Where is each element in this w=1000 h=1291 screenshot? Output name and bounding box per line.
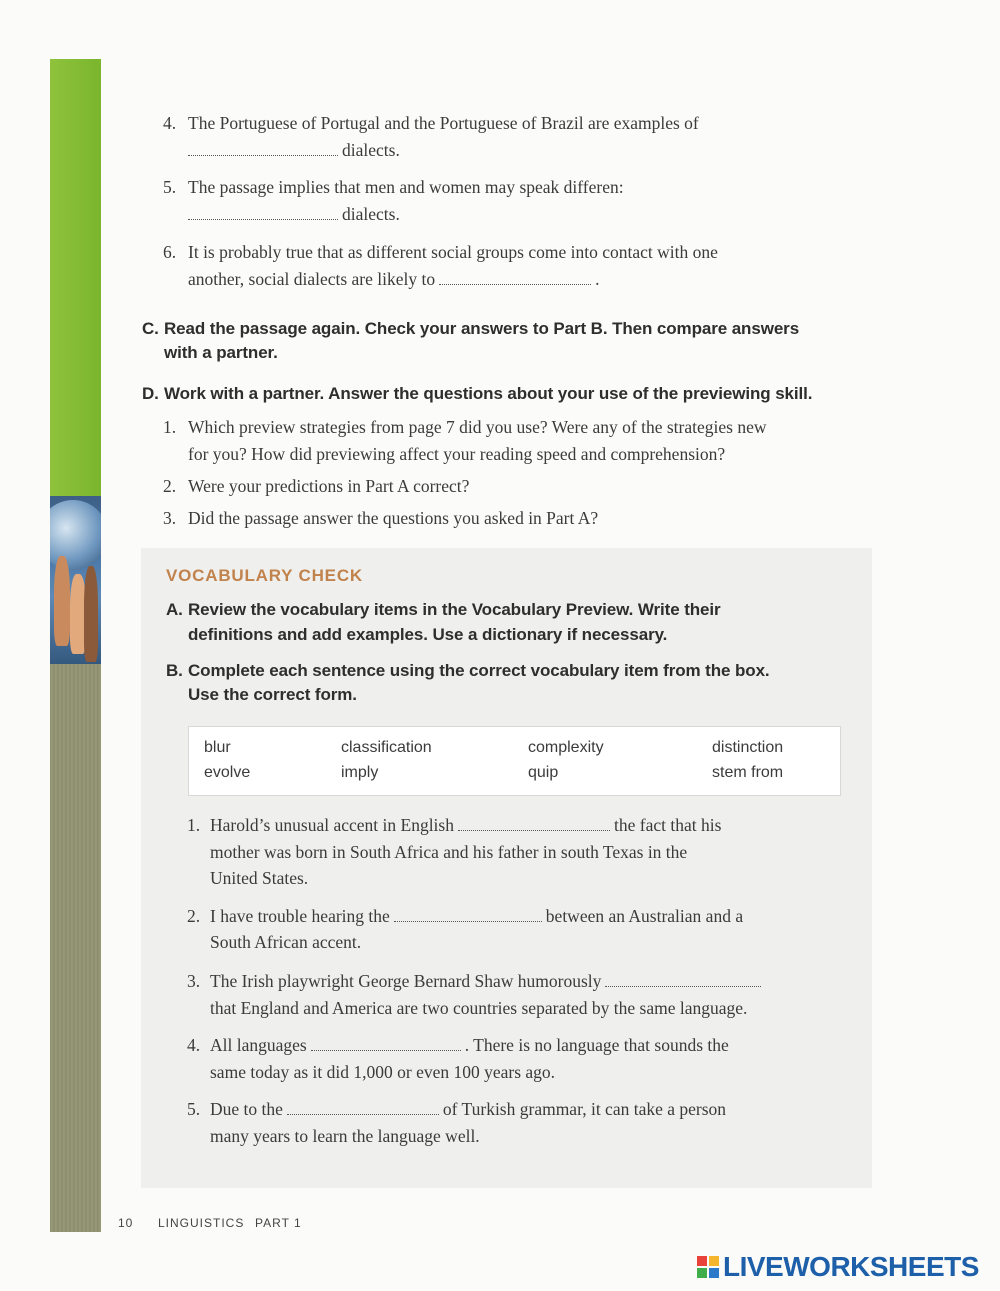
sentence-text: I have trouble hearing the between an Australian and a (210, 906, 744, 926)
vocab-b-label: B. (166, 661, 183, 680)
word-box-item: quip (528, 764, 559, 781)
section-d-label: D. (142, 384, 159, 403)
footer-part: PART 1 (255, 1216, 302, 1230)
sidebar-olive-strip (50, 664, 101, 1232)
vocab-b-instruction: Complete each sentence using the correct vocabulary item from the box. (188, 661, 770, 680)
word-box-item: distinction (712, 739, 784, 756)
sentence-text: Due to the of Turkish grammar, it can take a person (210, 1099, 727, 1119)
answer-blank[interactable] (394, 907, 542, 922)
logo-text: LIVEWORKSHEETS (723, 1251, 979, 1282)
word-box-item: classification (341, 739, 432, 756)
vocab-b-instruction: Use the correct form. (188, 685, 357, 704)
item-number: 5. (187, 1099, 201, 1119)
answer-blank[interactable] (188, 141, 338, 156)
question-text: Did the passage answer the questions you asked in Part A? (188, 508, 599, 528)
item-number: 3. (187, 971, 201, 991)
sentence-text: mother was born in South Africa and his father in south Texas in the (210, 842, 688, 862)
question-text: Were your predictions in Part A correct? (188, 476, 470, 496)
sentence-text: The Irish playwright George Bernard Shaw humorously (210, 970, 765, 992)
question-text: Which preview strategies from page 7 did you use? Were any of the strategies new (188, 417, 767, 437)
vocab-a-instruction: Review the vocabulary items in the Vocabulary Preview. Write their (188, 600, 721, 619)
answer-blank[interactable] (458, 816, 610, 831)
question-text: The Portuguese of Portugal and the Portuguese of Brazil are examples of (188, 113, 699, 133)
sentence-text: many years to learn the language well. (210, 1126, 480, 1146)
liveworksheets-logo[interactable] (697, 1252, 979, 1282)
question-text: The passage implies that men and women may speak differen: (188, 177, 624, 197)
sentence-text: Harold’s unusual accent in English the fact that his (210, 815, 722, 835)
word-box-item: complexity (528, 739, 604, 756)
item-number: 2. (187, 906, 201, 926)
sentence-text: United States. (210, 868, 309, 888)
item-number: 2. (163, 476, 177, 496)
vocab-a-instruction: definitions and add examples. Use a dictionary if necessary. (188, 625, 668, 644)
word-box-item: imply (341, 764, 379, 781)
page-number: 10 (118, 1216, 134, 1230)
vocabulary-check-title: VOCABULARY CHECK (166, 566, 363, 585)
word-box-item: blur (204, 739, 231, 756)
word-box (188, 726, 841, 796)
sidebar-green-strip (50, 59, 101, 496)
section-d-instruction: Work with a partner. Answer the questions about your use of the previewing skill. (164, 384, 813, 403)
answer-blank[interactable] (188, 205, 338, 220)
word-box-item: evolve (204, 764, 251, 781)
answer-blank[interactable] (287, 1100, 439, 1115)
answer-blank[interactable] (605, 972, 761, 987)
item-number: 4. (187, 1035, 201, 1055)
question-text: for you? How did previewing affect your reading speed and comprehension? (188, 444, 726, 464)
item-number: 1. (187, 815, 201, 835)
footer-section: LINGUISTICS (158, 1216, 245, 1230)
answer-blank[interactable] (439, 270, 591, 285)
section-c-instruction: with a partner. (164, 343, 278, 362)
section-c-label: C. (142, 319, 159, 338)
section-c-instruction: Read the passage again. Check your answers to Part B. Then compare answers (164, 319, 800, 338)
question-text: It is probably true that as different social groups come into contact with one (188, 242, 718, 262)
item-number: 5. (163, 177, 177, 197)
hand-image (84, 566, 98, 662)
hand-image (54, 556, 70, 646)
item-number: 6. (163, 242, 177, 262)
sentence-text: same today as it did 1,000 or even 100 years ago. (210, 1062, 556, 1082)
logo-squares-icon (697, 1256, 719, 1278)
question-text: another, social dialects are likely to . (188, 269, 600, 289)
item-number: 3. (163, 508, 177, 528)
item-number: 1. (163, 417, 177, 437)
vocab-a-label: A. (166, 600, 183, 619)
answer-blank[interactable] (311, 1036, 461, 1051)
sentence-text: All languages . There is no language that sounds the (210, 1035, 729, 1055)
item-number: 4. (163, 113, 177, 133)
globe-hands-photo (50, 496, 101, 664)
sentence-text: that England and America are two countries separated by the same language. (210, 998, 748, 1018)
question-text: dialects. (188, 139, 400, 161)
question-text: dialects. (188, 203, 400, 225)
word-box-item: stem from (712, 764, 784, 781)
sentence-text: South African accent. (210, 932, 362, 952)
